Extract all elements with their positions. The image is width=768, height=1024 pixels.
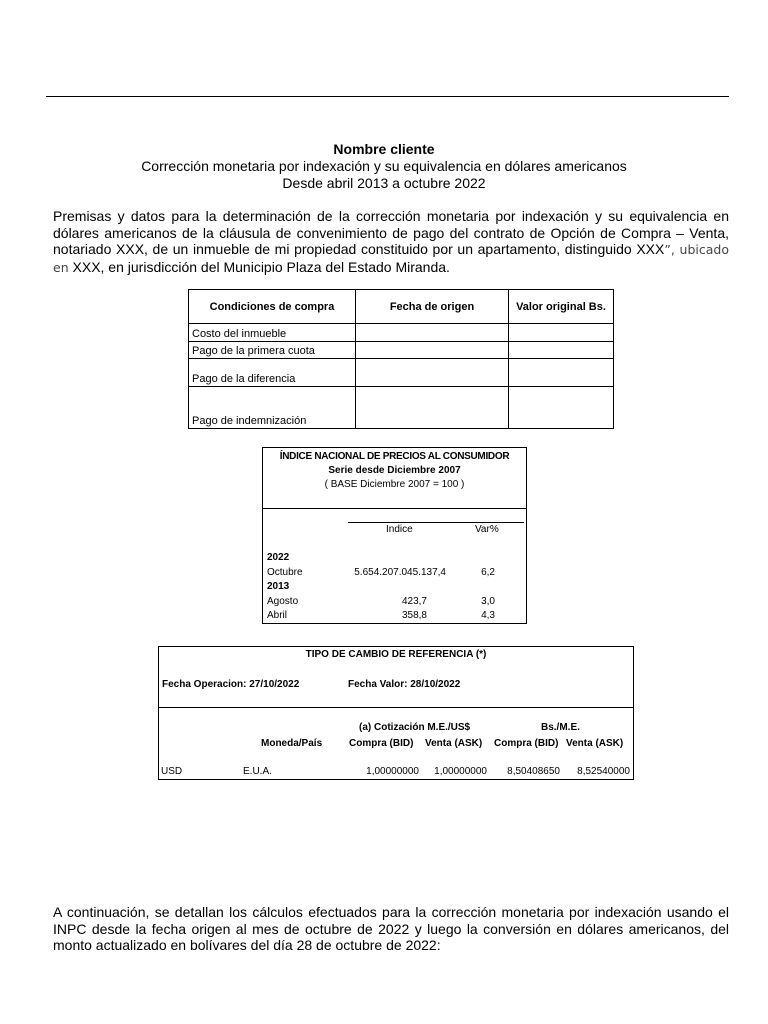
row-label: Pago de la primera cuota [189,342,356,359]
header-rule [46,96,729,97]
compra-bid-header-1: Compra (BID) [349,738,414,749]
inpc-header [263,448,526,509]
fecha-operacion: Fecha Operacion: 27/10/2022 [162,679,300,690]
row-abril-var: 4,3 [481,610,495,621]
col-fecha-origen: Fecha de origen [356,290,509,324]
premises-paragraph [53,208,729,276]
bs-me-header: Bs./M.E. [541,722,580,733]
row-label: Pago de la diferencia [189,359,356,387]
col-condiciones: Condiciones de compra [189,290,356,324]
year-2013: 2013 [267,581,290,592]
row-octubre-label: Octubre [267,567,303,578]
compra-bid-value-1: 1,00000000 [366,766,419,777]
table-row [189,324,614,342]
cotizacion-header: (a) Cotización M.E./US$ [359,722,471,733]
inpc-title: ÍNDICE NACIONAL DE PRECIOS AL CONSUMIDOR [279,451,510,462]
compra-bid-header-2: Compra (BID) [494,738,559,749]
row-octubre-var: 6,2 [481,567,495,578]
col-valor-original: Valor original Bs. [509,290,614,324]
inpc-table [262,447,527,624]
currency-country: E.U.A. [243,766,272,777]
venta-ask-header-2: Venta (ASK) [566,738,624,749]
table-row [189,359,614,387]
fecha-valor: Fecha Valor: 28/10/2022 [348,679,461,690]
row-agosto-indice: 423,7 [401,596,427,607]
inpc-base: ( BASE Diciembre 2007 = 100 ) [324,479,465,490]
venta-ask-value-2: 8,52540000 [577,766,630,777]
venta-ask-value-1: 1,00000000 [434,766,487,777]
row-agosto-var: 3,0 [481,596,495,607]
row-abril-label: Abril [267,610,288,621]
year-2022: 2022 [267,552,290,563]
moneda-pais-header: Moneda/País [261,738,323,749]
table-row [189,342,614,359]
venta-ask-header-1: Venta (ASK) [425,738,483,749]
document-title [0,141,768,192]
row-agosto-label: Agosto [267,596,299,607]
exchange-title: TIPO DE CAMBIO DE REFERENCIA (*) [305,649,487,660]
exchange-header-rule [159,707,633,708]
table-row [189,387,614,429]
title-period: Desde abril 2013 a octubre 2022 [282,175,486,191]
calculation-intro-paragraph: A continuación, se detallan los cálculos efectuados para la corrección monetaria por indexación usando el INPC desde la fecha origen al mes de octubre de 2022 y luego la conversión en dólares americanos, del monto actualizado en bolívares del día 28 de octubre de 2022: [53,904,729,953]
row-label: Pago de indemnización [189,387,356,429]
client-name: Nombre cliente [333,141,435,157]
premises-text-a: Premisas y datos para la determinación de la corrección monetaria por indexación y su equivalencia en dólares americanos de la cláusula de convenimiento de pago del contrato de Opción de Compra – Venta, notariado XXX, de un inmueble de mi propiedad constituido por un apartamento, distinguido XXX [53,208,729,257]
compra-bid-value-2: 8,50408650 [507,766,560,777]
col-var: Var% [475,524,499,535]
exchange-rate-table [158,646,634,780]
premises-text-c: XXX, en jurisdicción del Municipio Plaza del Estado Miranda. [68,258,450,275]
currency-code: USD [161,766,183,777]
premises-text-b: ”, ubicado en [53,242,729,275]
row-label: Costo del inmueble [189,324,356,342]
row-octubre-indice: 5.654.207.045.137,4 [354,567,446,578]
inpc-series: Serie desde Diciembre 2007 [328,465,461,476]
title-subtitle: Corrección monetaria por indexación y su equivalencia en dólares americanos [141,158,627,174]
col-indice: Indice [386,524,413,535]
inpc-column-rule [348,522,524,523]
purchase-conditions-table [188,289,614,429]
row-abril-indice: 358,8 [401,610,427,621]
